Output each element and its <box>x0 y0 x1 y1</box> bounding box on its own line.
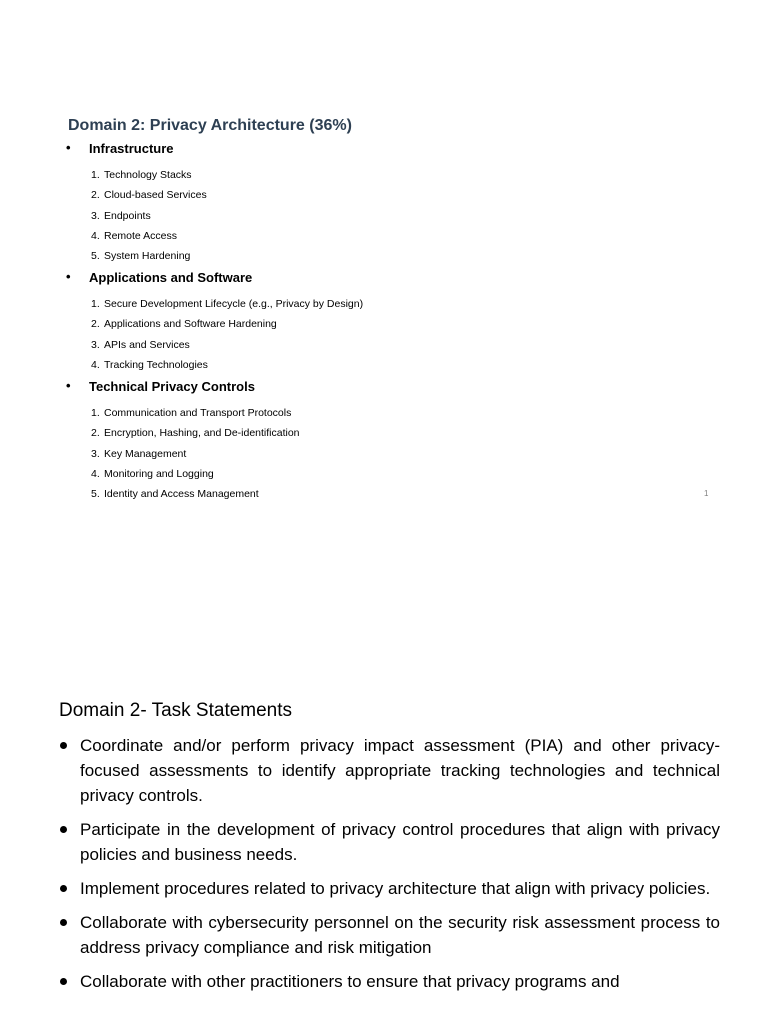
section-heading <box>66 141 706 161</box>
section-heading-label: Infrastructure <box>89 141 174 156</box>
section-technical-privacy-controls <box>66 378 709 504</box>
task-statements-title: Domain 2- Task Statements <box>59 700 293 721</box>
bullet-icon <box>60 885 67 892</box>
section-heading-label: Technical Privacy Controls <box>89 379 255 394</box>
sub-list <box>66 403 709 504</box>
task-item: Collaborate with other practitioners to ensure that privacy programs and <box>58 969 720 994</box>
bullet-icon: • <box>66 269 71 284</box>
section-infrastructure <box>66 141 706 266</box>
list-item: 1. Technology Stacks <box>91 169 192 181</box>
section-heading <box>66 379 706 399</box>
task-item: Collaborate with cybersecurity personnel on the security risk assessment process to address privacy compliance and risk mitigation <box>58 910 720 960</box>
task-item: Participate in the development of privacy control procedures that align with privacy policies and business needs. <box>58 817 720 867</box>
list-item: 3. APIs and Services <box>91 338 190 351</box>
section-heading-label: Applications and Software <box>89 270 253 285</box>
bullet-icon <box>60 742 67 749</box>
section-applications-software <box>66 270 706 375</box>
bullet-icon <box>60 919 67 926</box>
section-heading <box>66 270 706 290</box>
list-item: 5. System Hardening <box>91 250 191 263</box>
list-item: 1. Secure Development Lifecycle (e.g., Privacy by Design) <box>91 298 364 310</box>
list-item: 3. Endpoints <box>91 209 151 222</box>
bullet-icon: • <box>66 140 71 155</box>
list-item: 4. Tracking Technologies <box>91 358 208 371</box>
sub-list <box>66 294 706 375</box>
task-statements-list <box>58 733 720 1003</box>
list-item: 3. Key Management <box>91 447 187 460</box>
sub-list <box>66 165 706 266</box>
task-item: Implement procedures related to privacy architecture that align with privacy policies. <box>58 876 720 901</box>
bullet-icon <box>60 978 67 985</box>
list-item: 2. Cloud-based Services <box>91 189 207 202</box>
task-item: Coordinate and/or perform privacy impact assessment (PIA) and other privacy-focused assessments to identify appropriate tracking technologies and technical privacy controls. <box>58 733 720 808</box>
bullet-icon <box>60 826 67 833</box>
list-item: 1. Communication and Transport Protocols <box>91 407 292 419</box>
page-number: 1 <box>704 489 709 498</box>
list-item: 2. Applications and Software Hardening <box>91 318 277 331</box>
list-item: 5. Identity and Access Management <box>91 488 259 501</box>
slide-title: Domain 2: Privacy Architecture (36%) <box>68 117 352 134</box>
list-item: 4. Monitoring and Logging <box>91 467 214 480</box>
list-item: 4. Remote Access <box>91 229 177 242</box>
list-item: 2. Encryption, Hashing, and De-identification <box>91 427 300 440</box>
bullet-icon: • <box>66 378 71 393</box>
